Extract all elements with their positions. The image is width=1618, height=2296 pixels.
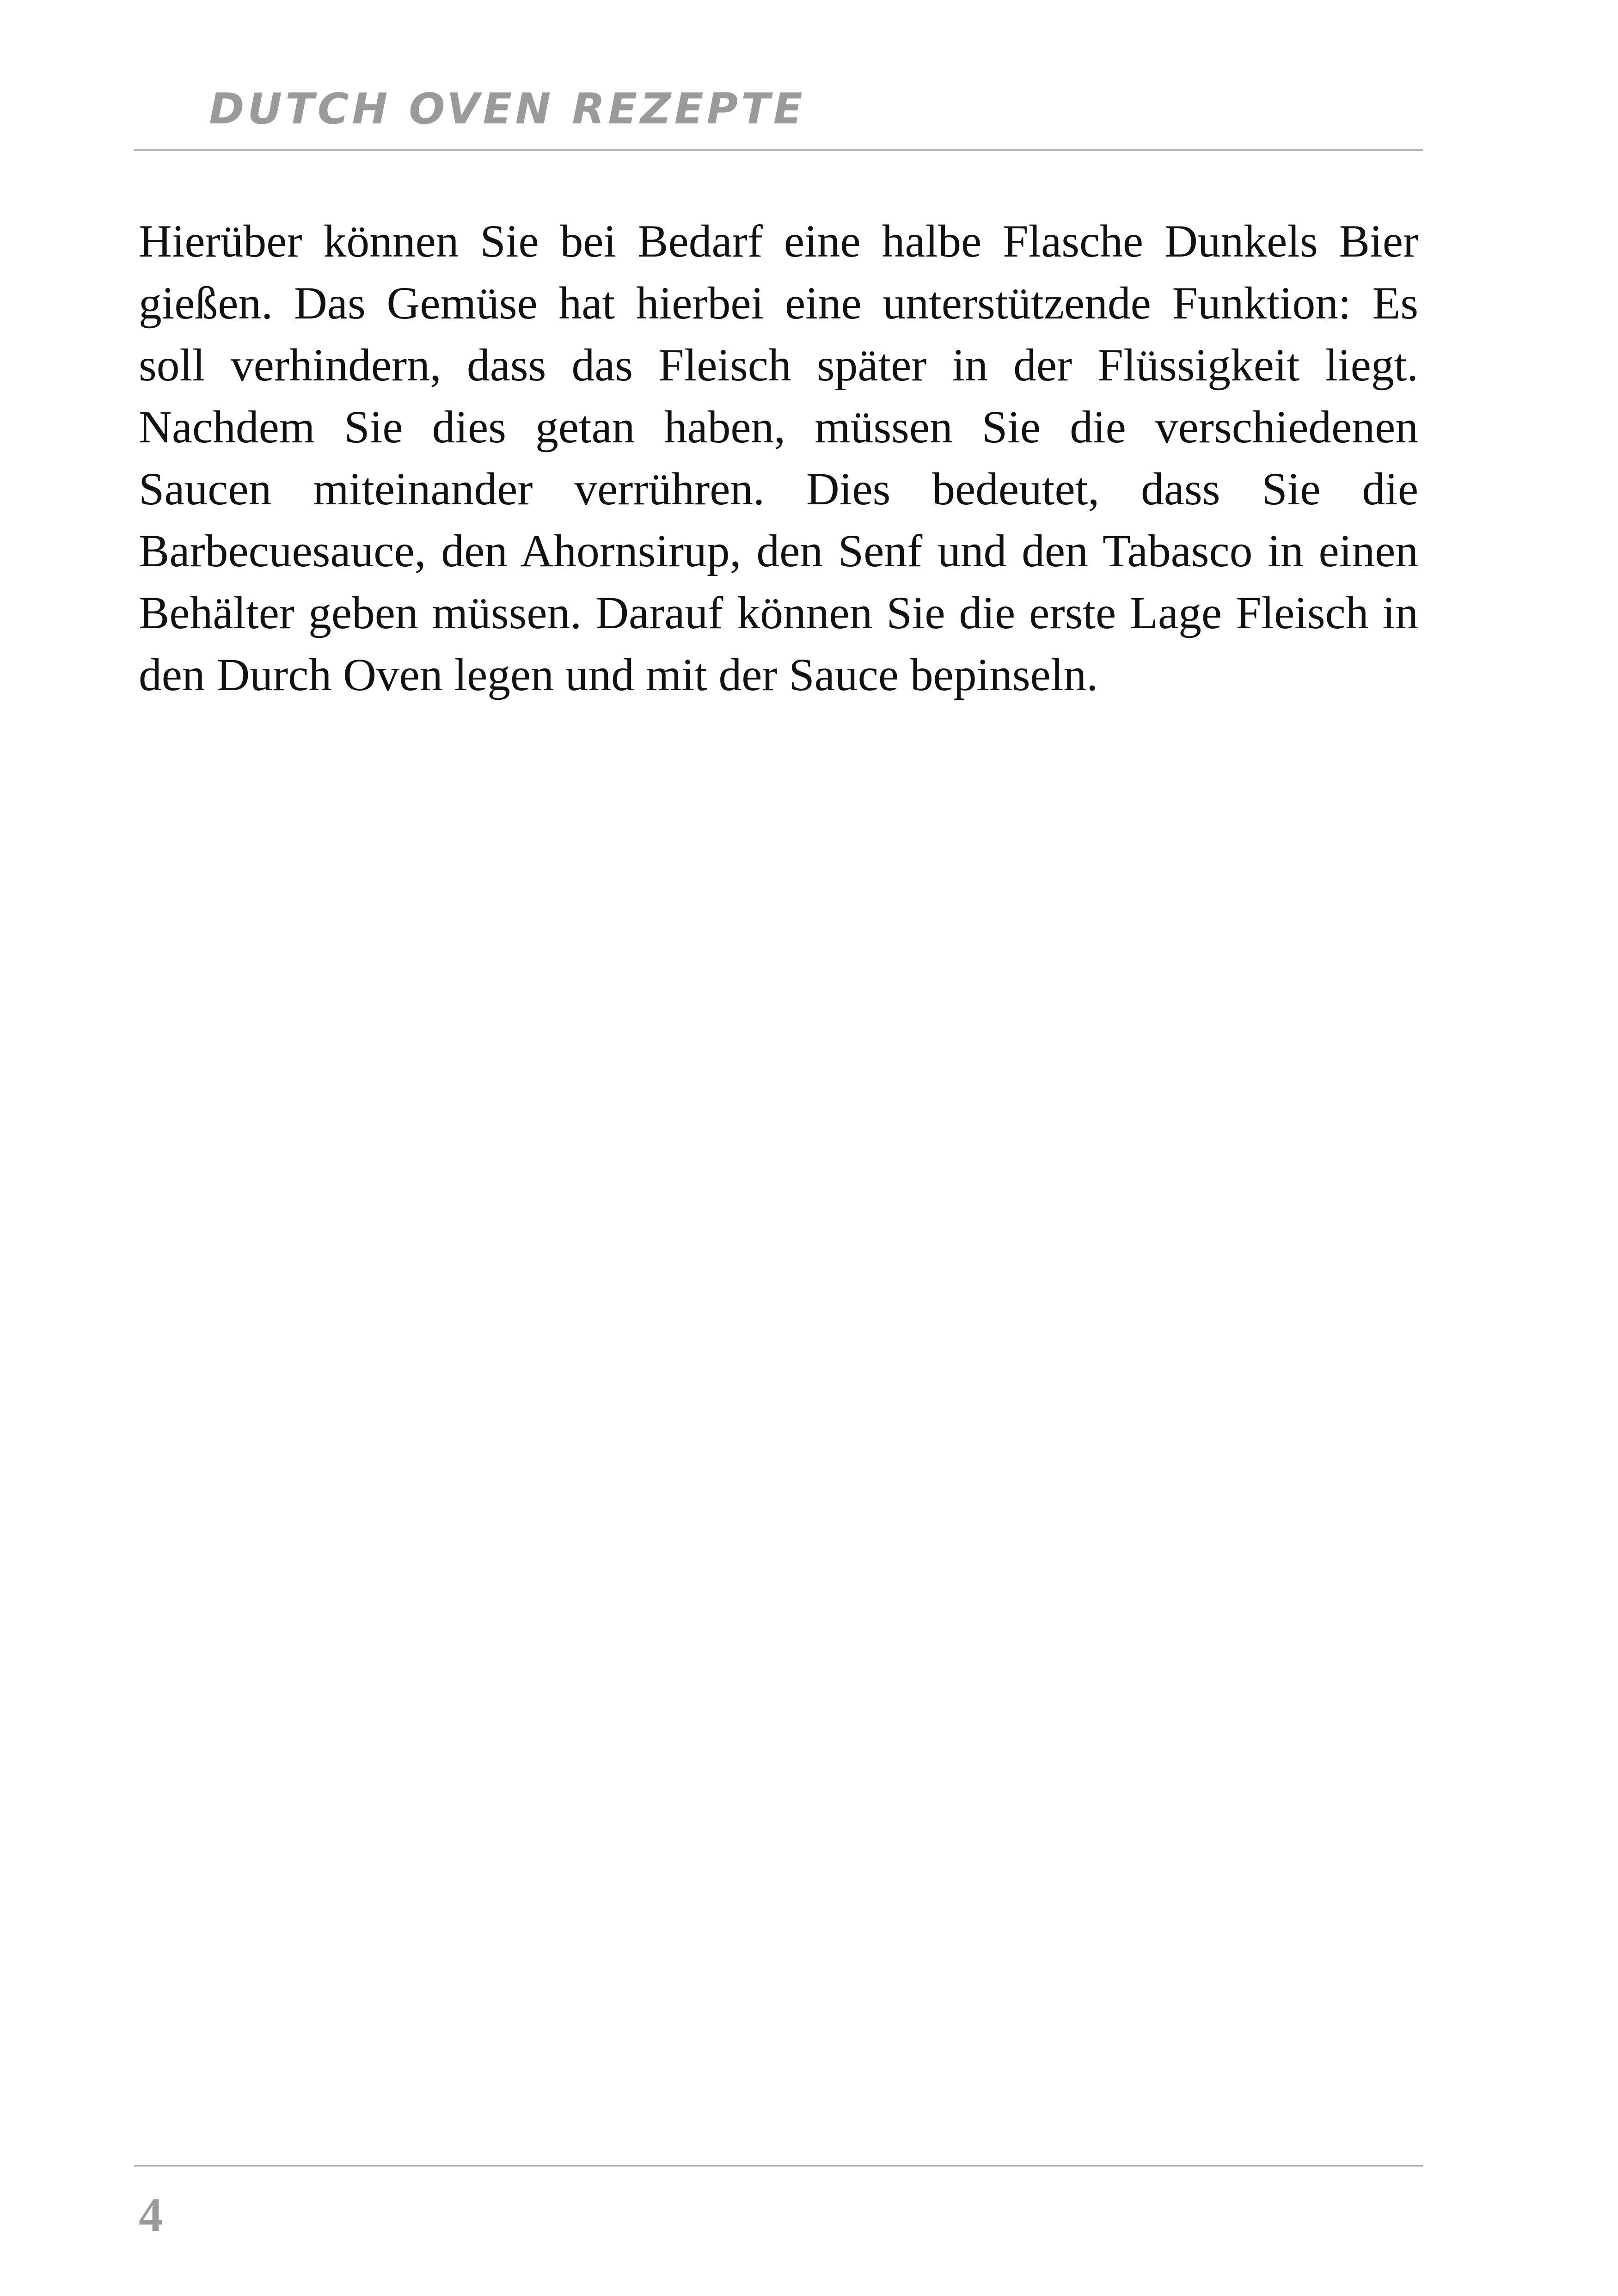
footer-divider bbox=[134, 2165, 1423, 2167]
running-header-title: DUTCH OVEN REZEPTE bbox=[209, 84, 806, 134]
body-paragraph: Hierüber können Sie bei Bedarf eine halbe Flasche Dunkels Bier gießen. Das Gemüse hat hierbei eine unterstützende Funktion: Es soll verhindern, dass das Fleisch später in der Flüssigkeit liegt. Nachdem Sie dies getan haben, müssen Sie die verschiedenen Saucen miteinander verrühren. Dies bedeutet, dass Sie die Barbecuesauce, den Ahornsirup, den Senf und den Tabasco in einen Behälter geben müssen. Darauf können Sie die erste Lage Fleisch in den Durch Oven legen und mit der Sauce bepinseln. bbox=[139, 215, 1418, 700]
header-divider bbox=[134, 149, 1423, 151]
page-number: 4 bbox=[139, 2188, 163, 2241]
